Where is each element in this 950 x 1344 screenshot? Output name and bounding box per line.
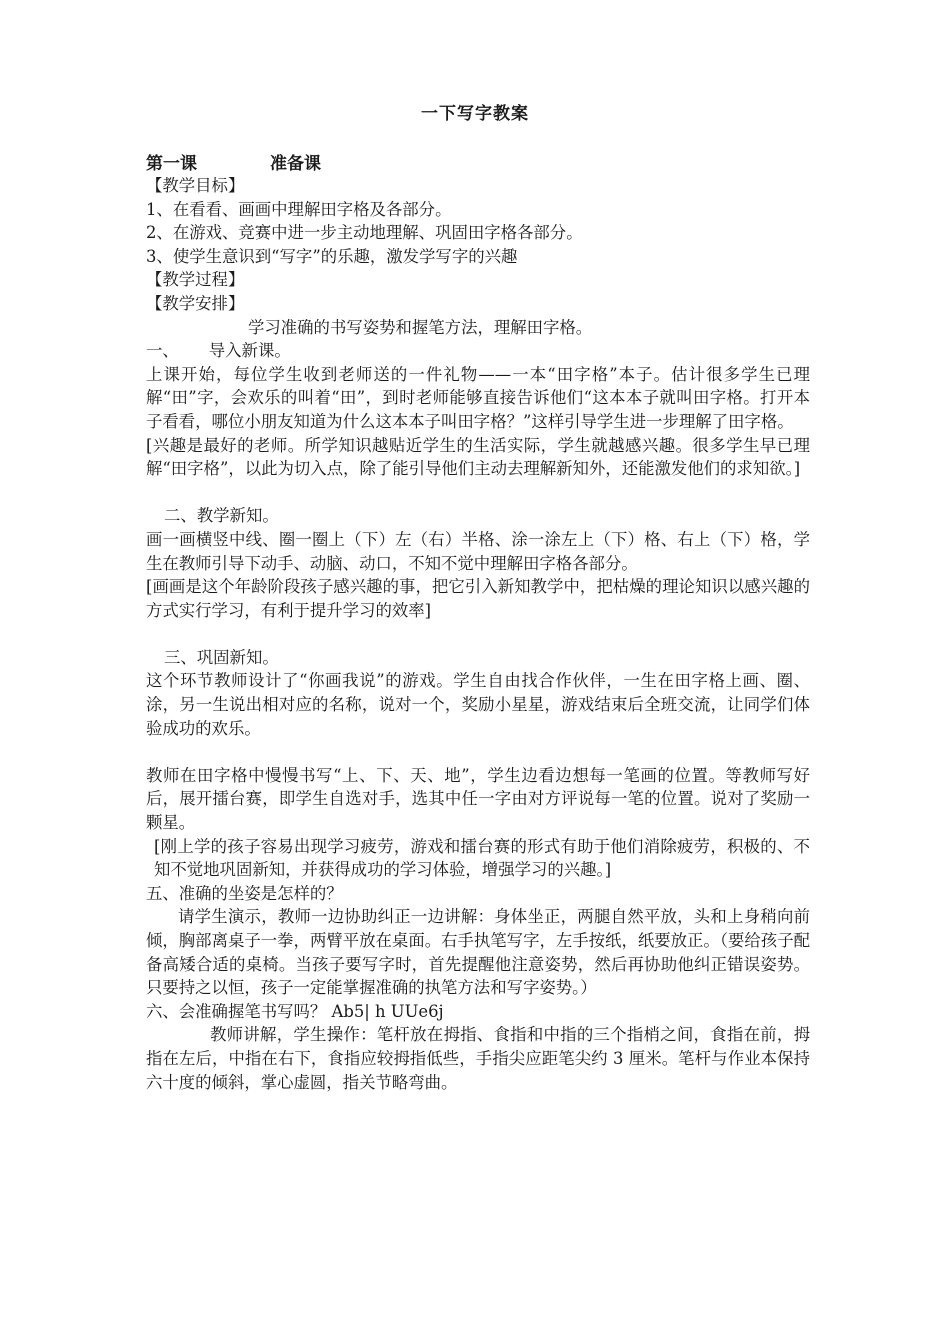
section1-body: 上课开始，每位学生收到老师送的一件礼物——一本“田字格”本子。估计很多学生已理解“田”字，会欢乐的叫着“田”，到时老师能够直接告诉他们“这本本子就叫田字格。打开本子看看，哪位小朋友知道为什么这本本子叫田字格？”这样引导学生进一步理解了田字格。 bbox=[146, 364, 810, 431]
section1-note: [兴趣是最好的老师。所学知识越贴近学生的生活实际，学生就越感兴趣。很多学生早已理解“田字格”，以此为切入点，除了能引导他们主动去理解新知外，还能激发他们的求知欲。] bbox=[146, 435, 810, 479]
arrangement-text: 学习准确的书写姿势和握笔方法，理解田字格。 bbox=[248, 317, 593, 337]
process-header: 【教学过程】 bbox=[146, 270, 245, 290]
section1-title: 导入新课。 bbox=[208, 341, 291, 361]
section2-heading: 二、教学新知。 bbox=[164, 506, 279, 526]
objective-item: 3、使学生意识到“写字”的乐趣，激发学写字的兴趣 bbox=[146, 246, 518, 266]
section1-heading bbox=[146, 339, 810, 363]
objective-item: 1、在看看、画画中理解田字格及各部分。 bbox=[146, 199, 452, 219]
section5-heading: 五、准确的坐姿是怎样的？ bbox=[146, 883, 343, 903]
arrangement-header: 【教学安排】 bbox=[146, 293, 245, 313]
section6-heading: 六、会准确握笔书写吗？ Ab5| h UUe6j bbox=[146, 1001, 444, 1021]
section3-body: 这个环节教师设计了“你画我说”的游戏。学生自由找合作伙伴，一生在田字格上画、圈、涂，另一生说出相对应的名称，说对一个，奖励小星星，游戏结束后全班交流，让同学们体验成功的欢乐。 bbox=[146, 671, 810, 738]
objective-item: 2、在游戏、竞赛中进一步主动地理解、巩固田字格各部分。 bbox=[146, 223, 583, 243]
section3-body2: 教师在田字格中慢慢书写“上、下、天、地”，学生边看边想每一笔画的位置。等教师写好后，展开擂台赛，即学生自选对手，选其中任一字由对方评说每一笔的位置。说对了奖励一颗星。 bbox=[146, 765, 810, 833]
section2-note: [画画是这个年龄阶段孩子感兴趣的事，把它引入新知教学中，把枯燥的理论知识以感兴趣的方式实行学习，有利于提升学习的效率] bbox=[146, 577, 810, 620]
section6-body: 教师讲解，学生操作：笔杆放在拇指、食指和中指的三个指梢之间，食指在前，拇指在左后，中指在右下，食指应较拇指低些，手指尖应距笔尖约 3 厘米。笔杆与作业本保持六十度的倾斜，掌心虚圆，指关节略弯曲。 bbox=[146, 1025, 810, 1092]
section3-note: [刚上学的孩子容易出现学习疲劳，游戏和擂台赛的形式有助于他们消除疲劳，积极的、不知不觉地巩固新知，并获得成功的学习体验，增强学习的兴趣。] bbox=[154, 836, 810, 880]
lesson-number: 第一课 bbox=[146, 154, 197, 174]
section1-number: 一、 bbox=[146, 341, 179, 361]
section2-body: 画一画横竖中线、圈一圈上（下）左（右）半格、涂一涂左上（下）格、右上（下）格，学生在教师引导下动手、动脑、动口，不知不觉中理解田字格各部分。 bbox=[146, 529, 810, 573]
document-body bbox=[146, 174, 810, 1094]
section3-heading: 三、巩固新知。 bbox=[164, 647, 279, 667]
objectives-header: 【教学目标】 bbox=[146, 176, 245, 195]
lesson-heading bbox=[146, 149, 321, 174]
document-title: 一下写字教案 bbox=[421, 104, 529, 124]
lesson-name: 准备课 bbox=[270, 154, 321, 174]
section5-body: 请学生演示，教师一边协助纠正一边讲解：身体坐正，两腿自然平放，头和上身稍向前倾，胸部离桌子一拳，两臂平放在桌面。右手执笔写字，左手按纸，纸要放正。（要给孩子配备高矮合适的桌椅。当孩子要写字时，首先提醒他注意姿势，然后再协助他纠正错误姿势。只要持之以恒，孩子一定能掌握准确的执笔方法和写字姿势。） bbox=[146, 907, 810, 998]
